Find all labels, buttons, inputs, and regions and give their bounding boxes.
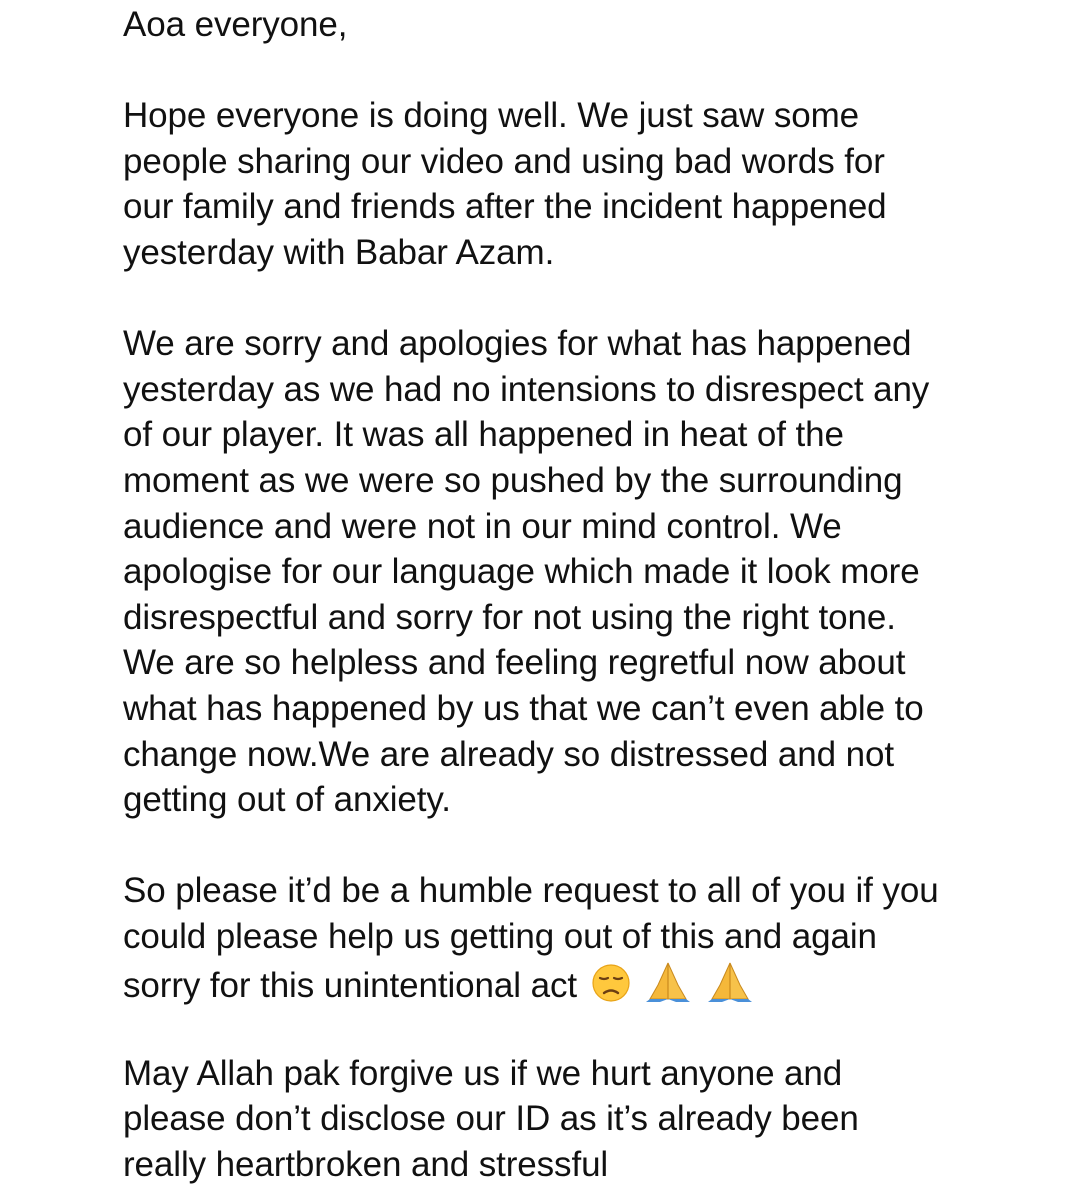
paragraph-line: what has happened by us that we can’t even able to	[123, 688, 924, 728]
paragraph-gap	[123, 276, 1063, 322]
paragraph-line: audience and were not in our mind control. We	[123, 506, 842, 546]
paragraph-line: getting out of anxiety.	[123, 780, 451, 820]
paragraph-3	[123, 868, 1063, 1005]
paragraph-line: could please help us getting out of this and again	[123, 916, 877, 956]
folded-hands-icon	[706, 959, 754, 1003]
paragraph-line: We are so helpless and feeling regretful now about	[123, 643, 906, 683]
paragraph-line: We are sorry and apologies for what has happened	[123, 324, 912, 364]
paragraph-line: please don’t disclose our ID as it’s already been	[123, 1099, 859, 1139]
greeting: Aoa everyone,	[123, 5, 348, 44]
folded-hands-icon	[644, 959, 692, 1003]
paragraph-2	[123, 321, 1063, 823]
paragraph-line: So please it’d be a humble request to all of you if you	[123, 871, 939, 911]
paragraph-line: really heartbroken and stressful	[123, 1144, 609, 1184]
paragraph-gap	[123, 823, 1063, 869]
paragraph-line: people sharing our video and using bad words for	[123, 141, 885, 181]
paragraph-line: Hope everyone is doing well. We just saw some	[123, 96, 860, 136]
paragraph-line: of our player. It was all happened in heat of the	[123, 415, 844, 455]
paragraph-line-text: sorry for this unintentional act	[123, 966, 577, 1006]
paragraph-1	[123, 93, 1063, 275]
paragraph-4	[123, 1051, 1063, 1188]
paragraph-line: disrespectful and sorry for not using the right tone.	[123, 597, 896, 637]
paragraph-line: yesterday with Babar Azam.	[123, 232, 555, 272]
paragraph-line: moment as we were so pushed by the surrounding	[123, 460, 903, 500]
paragraph-line: change now.We are already so distressed and not	[123, 734, 894, 774]
paragraph-line: our family and friends after the incident happened	[123, 187, 887, 227]
paragraph-line: apologise for our language which made it look more	[123, 552, 920, 592]
note-body	[123, 2, 1063, 1187]
paragraph-line: yesterday as we had no intensions to disrespect any	[123, 369, 930, 409]
paragraph-line-with-emoji	[123, 959, 1063, 1005]
paragraph-gap	[123, 1005, 1063, 1051]
disappointed-face-icon	[591, 963, 631, 1003]
paragraph-line: May Allah pak forgive us if we hurt anyone and	[123, 1053, 843, 1093]
paragraph-gap	[123, 48, 1063, 94]
